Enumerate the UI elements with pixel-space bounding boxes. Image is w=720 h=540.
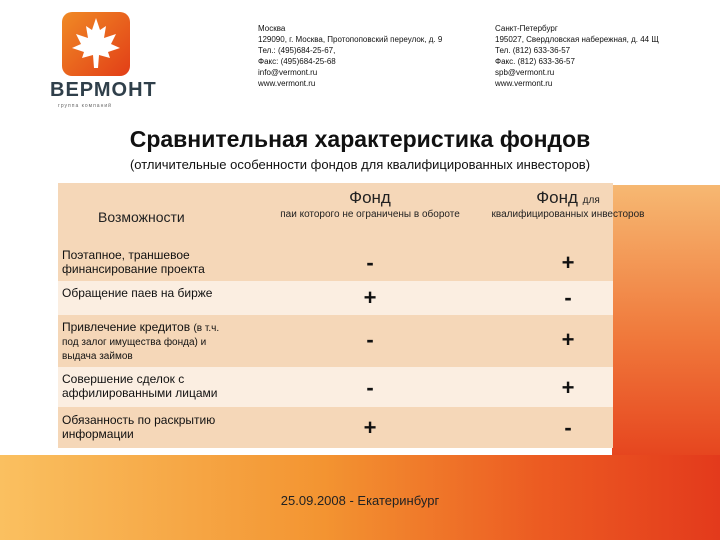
maple-leaf-icon	[62, 12, 130, 76]
header-fund-1	[300, 188, 440, 208]
fund-2-value: +	[561, 327, 575, 352]
row-label-text-small: (в т.ч.	[193, 323, 220, 334]
header-fund-1-note: паи которого не ограничены в обороте	[280, 209, 460, 220]
row-label	[62, 413, 215, 441]
contact-line: 129090, г. Москва, Протопоповский переулок, д. 9	[258, 35, 443, 44]
fund-2-value: +	[561, 375, 575, 400]
row-label	[62, 320, 219, 364]
contact-line: Москва	[258, 24, 286, 33]
fund-1-value: -	[366, 375, 374, 400]
row-label-line: под залог имущества фонда) и	[62, 337, 207, 348]
row-label-line: аффилированными лицами	[62, 386, 218, 400]
contacts-moscow	[258, 23, 442, 89]
row-label-text: Привлечение кредитов	[62, 320, 191, 334]
comparison-table	[58, 183, 645, 448]
fund-2-value: -	[564, 285, 572, 310]
fund-1-value: +	[363, 415, 377, 440]
table-row	[58, 367, 613, 407]
fund-1-value: -	[366, 327, 374, 352]
contact-line: Факс: (495)684-25-68	[258, 57, 336, 66]
row-label	[62, 286, 212, 300]
contact-line: Факс. (812) 633-36-57	[495, 57, 575, 66]
table-row	[58, 245, 613, 281]
fund-2-value: +	[561, 250, 575, 275]
table-row	[58, 281, 613, 315]
row-label	[62, 248, 205, 276]
contact-line: Санкт-Петербург	[495, 24, 558, 33]
page-subtitle: (отличительные особенности фондов для квалифицированных инвесторов)	[129, 157, 591, 172]
brand-tagline: группа компаний	[58, 103, 112, 109]
company-logo	[50, 12, 157, 109]
row-label-line: финансирование проекта	[62, 262, 205, 276]
header-fund-1-title: Фонд	[349, 188, 391, 207]
row-label-line: Обязанность по раскрытию	[62, 413, 216, 427]
fund-1-value: -	[366, 250, 374, 275]
header-fund-2-title-small: для	[582, 195, 600, 206]
contact-email[interactable]: info@vermont.ru	[258, 68, 318, 77]
row-label-line: Совершение сделок с	[62, 372, 185, 386]
header-capabilities: Возможности	[98, 209, 185, 225]
header-fund-2-title: Фонд	[536, 188, 578, 207]
brand-name: ВЕРМОНТ	[50, 79, 157, 101]
contact-line: Тел.: (495)684-25-67,	[258, 46, 336, 55]
table-row	[58, 315, 613, 367]
fund-2-value: -	[564, 415, 572, 440]
contact-website[interactable]: www.vermont.ru	[258, 79, 316, 88]
footer-date-location: 25.09.2008 - Екатеринбург	[280, 493, 440, 508]
contact-line: Тел. (812) 633-36-57	[495, 46, 571, 55]
row-label-line: Поэтапное, траншевое	[62, 248, 190, 262]
header-fund-2-note: квалифицированных инвесторов	[491, 209, 645, 220]
contact-email[interactable]: spb@vermont.ru	[495, 68, 555, 77]
contacts-spb	[495, 23, 659, 89]
header-fund-2	[478, 188, 658, 208]
row-label	[62, 372, 217, 400]
page-title: Сравнительная характеристика фондов	[129, 126, 591, 152]
table-row	[58, 407, 613, 448]
row-label-line: информации	[62, 427, 134, 441]
logo-square	[62, 12, 130, 76]
row-label-line	[62, 320, 219, 336]
row-label-line: выдача займов	[62, 351, 133, 362]
contact-line: 195027, Свердловская набережная, д. 44 Щ	[495, 35, 659, 44]
contact-website[interactable]: www.vermont.ru	[495, 79, 553, 88]
row-label-line: Обращение паев на бирже	[62, 286, 213, 300]
fund-1-value: +	[363, 285, 377, 310]
